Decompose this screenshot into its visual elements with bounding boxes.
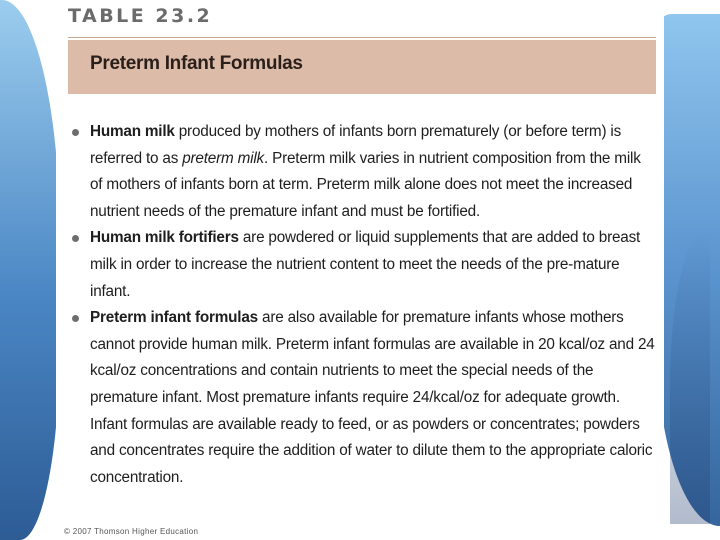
slide-decoration-right [656,14,720,526]
list-item [72,305,656,491]
list-item [72,225,656,305]
copyright-footer: © 2007 Thomson Higher Education [64,527,199,536]
slide-decoration-left [0,0,60,540]
title-bar [68,40,656,94]
slide-decoration-right-shade [670,224,710,524]
bullet-icon [72,235,79,242]
table-title: Preterm Infant Formulas [90,53,303,74]
list-item [72,119,656,225]
item-term: Preterm infant formulas [90,309,258,327]
item-text: . Preterm milk varies in nutrient composition from the milk of mothers of infants born at term. Preterm milk alone does not meet the increased nutrient needs of the premature infant and must be fortified. [90,149,641,220]
table-label: TABLE 23.2 [68,5,213,27]
header-rule [68,37,656,38]
item-text: are also available for premature infants whose mothers cannot provide human milk. Preterm infant formulas are available in 20 kcal/oz and 24 kcal/oz concentrations and contain nutrients to meet the special needs of the premature infant. Most premature infants require 24/kcal/oz for adequate growth. Infant formulas are available ready to feed, or as powders or concentrates; powders and concentrates require the addition of water to dilute them to the appropriate caloric concentration. [90,309,655,486]
item-term: Human milk fortifiers [90,229,239,247]
item-text: produced by mothers of infants born prematurely (or before term) is referred to as [90,123,622,167]
item-term: Human milk [90,123,175,140]
bullet-icon [72,315,79,322]
item-text: are powdered or liquid supplements that are added to breast milk in order to increase the nutrient content to meet the needs of the pre-mature infant. [90,229,641,300]
item-emphasis: preterm milk [182,149,264,167]
bullet-icon [72,129,79,136]
bullet-list [72,119,656,491]
